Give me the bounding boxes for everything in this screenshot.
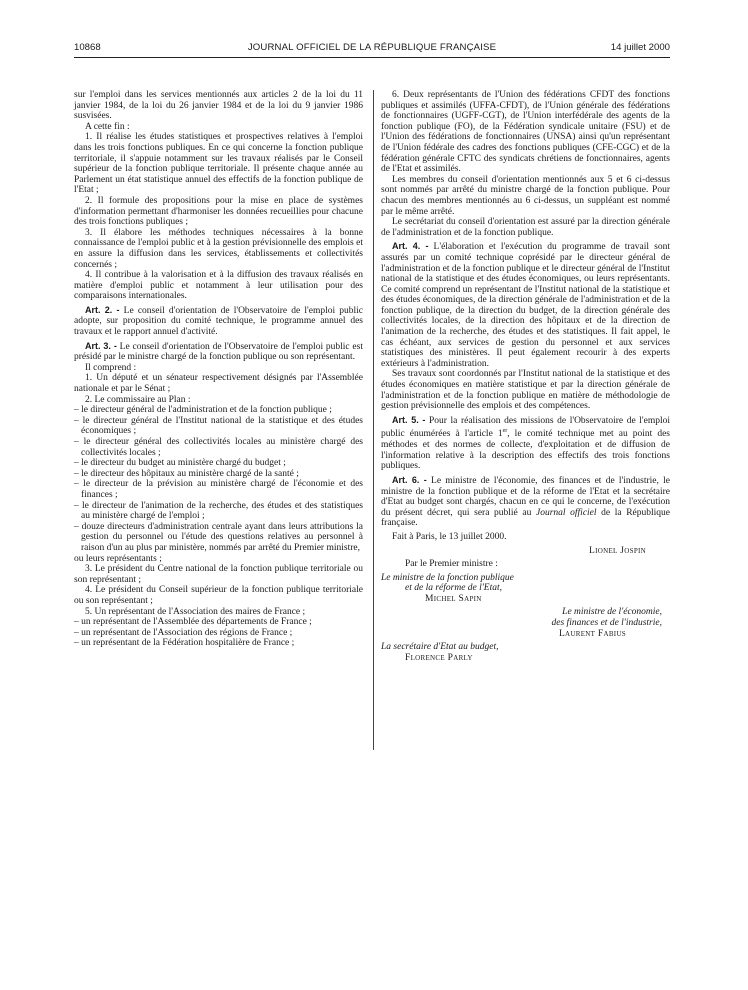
page-header [74, 40, 670, 56]
page-number: 10868 [74, 42, 101, 53]
article-2 [74, 305, 363, 338]
paragraph: 3. Le président du Centre national de la fonction publique territoriale ou son représentant ; [74, 564, 363, 585]
left-column [74, 90, 363, 649]
paragraph: ou leurs représentants ; [74, 553, 162, 564]
paragraph: 5. Un représentant de l'Association des maires de France ; [85, 606, 306, 617]
paragraph: 2. Il formule des propositions pour la mise en place de systèmes d'information permettant d'harmoniser les données recueillies pour chacune des trois fonctions publiques ; [74, 195, 363, 228]
secretary-name: Florence Parly [405, 652, 473, 663]
paragraph: 3. Il élabore les méthodes techniques nécessaires à la bonne connaissance de l'emploi public et à la gestion prévisionnelle des emplois et en assure la diffusion dans les services, établissements et collectivités concernés ; [74, 227, 363, 270]
paragraph: Il comprend : [85, 362, 137, 373]
article-text: Le conseil d'orientation de l'Observatoire de l'emploi public adopte, sur proposition du comité technique, le programme annuel des travaux et le rapport annuel d'activité. [74, 305, 363, 338]
journal-title: JOURNAL OFFICIEL DE LA RÉPUBLIQUE FRANÇAISE [247, 42, 497, 53]
paragraph: 4. Le président du Conseil supérieur de la fonction publique territoriale ou son représentant ; [74, 585, 363, 606]
article-text: Le ministre de l'économie, des finances et de l'industrie, le ministre de la fonction publique et de la réforme de l'Etat et la secrétaire d'Etat au budget sont chargés, chacun en ce qui le concerne, de l'exécution du présent décret, qui sera publié au [381, 475, 670, 518]
by-prime-minister: Par le Premier ministre : [405, 559, 498, 570]
column-separator [373, 90, 374, 750]
paragraph: 2. Le commissaire au Plan : [85, 394, 191, 405]
article-3 [74, 341, 363, 363]
list-item: – le directeur général des collectivités locales au ministère chargé des collectivités locales ; [74, 437, 363, 458]
list-item: – le directeur des hôpitaux au ministère chargé de la santé ; [74, 468, 299, 479]
article-text: , le comité technique met au point des méthodes et des normes de collecte, d'exploitation et de diffusion de l'information relative à la description des effectifs des trois fonctions publiques. [381, 429, 670, 472]
minister-title: et de la réforme de l'Etat, [405, 583, 503, 594]
minister-title: des finances et de l'industrie, [551, 618, 662, 629]
article-text: L'élaboration et l'exécution du programme de travail sont assurés par un comité technique coprésidé par le directeur général de l'administration et de la fonction publique et le directeur général de l'Institut national de la statistique et des études économiques, ou leurs représentants. Ce comité comprend un représentant de l'Institut national de la statistique et des études économiques, de la direction générale de l'administration et de la fonction publique, de la direction du budget, de la direction générale des collectivités locales, de la direction des hôpitaux et de la direction de l'animation de la recherche, des études et des statistiques. Il fait appel, le cas échéant, aux services de gestion du personnel et aux services statistiques des ministères. Il peut également recourir à des experts extérieurs à l'administration. [381, 242, 670, 369]
paragraph: Le secrétariat du conseil d'orientation est assuré par la direction générale de l'administration et de la fonction publique. [381, 217, 670, 238]
issue-date: 14 juillet 2000 [610, 42, 670, 53]
minister-name: Laurent Fabius [558, 628, 626, 639]
list-item: – le directeur de la prévision au ministère chargé de l'économie et des finances ; [74, 479, 363, 500]
list-item: – le directeur général de l'Institut national de la statistique et des études économiques ; [74, 415, 363, 437]
paragraph: 1. Un député et un sénateur respectivement désignés par l'Assemblée nationale et par le Sénat ; [74, 373, 363, 395]
article-text: de la République française. [381, 507, 671, 529]
article-label: Art. 2. - [85, 304, 120, 315]
list-item: – le directeur général de l'administration et de la fonction publique ; [74, 405, 332, 416]
article-label: Art. 3. - [85, 340, 117, 351]
paragraph: sur l'emploi dans les services mentionnés aux articles 2 de la loi du 11 janvier 1984, de la loi du 26 janvier 1984 et de la loi du 9 janvier 1986 susvisées. [74, 90, 363, 122]
minister-name: Michel Sapin [425, 593, 482, 604]
minister-title: Le ministre de l'économie, [562, 607, 662, 618]
place-date: Fait à Paris, le 13 juillet 2000. [392, 531, 507, 542]
list-item: – un représentant de l'Assemblée des départements de France ; [74, 617, 312, 628]
article-label: Art. 6. - [392, 474, 427, 485]
article-text: Pour la réalisation des missions de l'Observatoire de l'emploi public énumérées à l'article 1 [381, 415, 670, 440]
article-5 [381, 415, 670, 472]
list-item: – le directeur du budget au ministère chargé du budget ; [74, 458, 286, 469]
paragraph: Ses travaux sont coordonnés par l'Institut national de la statistique et des études économiques en matière statistique et par la direction générale de l'administration et de la fonction publique en matière de méthodologie de gestion prévisionnelle des emplois et des compétences. [381, 369, 670, 412]
list-item: – le directeur de l'animation de la recherche, des études et des statistiques au ministère chargé de l'emploi ; [74, 500, 363, 522]
header-rule [74, 57, 670, 58]
article-label: Art. 5. - [392, 414, 426, 425]
article-label: Art. 4. - [392, 241, 429, 252]
signature-prime-minister: Lionel Jospin [589, 545, 646, 556]
paragraph: 6. Deux représentants de l'Union des fédérations CFDT des fonctions publiques et assimilés (UFFA-CFDT), de l'Union générale des fédérations de fonctionnaires (UGFF-CGT), de l'Union interfédérale des agents de la fonction publique (FO), de la Fédération syndicale unitaire (FSU) et de l'Union des fédérations de fonctionnaires (UNSA) ainsi qu'un représentant de l'Union fédérale des cadres des fonctions publiques (CFE-CGC) et de la fédération générale CFTC des syndicats chrétiens de fonctionnaires, agents de l'Etat et assimilés. [381, 90, 670, 175]
list-item: – douze directeurs d'administration centrale ayant dans leurs attributions la gestion du personnel ou l'étude des questions relatives au personnel à raison d'un au plus par ministère, nommés par arrêté du Premier ministre, [74, 521, 363, 553]
right-column [381, 90, 670, 663]
paragraph: 1. Il réalise les études statistiques et prospectives relatives à l'emploi dans les trois fonctions publiques. En ce qui concerne la fonction publique territoriale, il s'appuie notamment sur les travaux réalisés par le Conseil supérieur de la fonction publique territoriale. Il présente chaque année au Parlement un état statistique annuel des effectifs de la fonction publique de l'Etat ; [74, 132, 363, 196]
list-item: – un représentant de l'Association des régions de France ; [74, 627, 293, 638]
paragraph: 4. Il contribue à la valorisation et à la diffusion des travaux réalisés en matière d'emploi public et notamment à leur utilisation pour des comparaisons internationales. [74, 270, 363, 302]
paragraph: A cette fin : [85, 121, 130, 132]
journal-name: Journal officiel [535, 507, 597, 518]
superscript: er [502, 428, 508, 435]
article-6 [381, 475, 670, 529]
paragraph: Les membres du conseil d'orientation mentionnés aux 5 et 6 ci-dessus sont nommés par arrêté du ministre chargé de la fonction publique. Pour chacun des membres mentionnés au 6 ci-dessus, un suppléant est nommé par le même arrêté. [381, 174, 670, 217]
minister-title: Le ministre de la fonction publique [381, 572, 514, 583]
list-item: – un représentant de la Fédération hospitalière de France ; [74, 638, 295, 649]
article-text: Le conseil d'orientation de l'Observatoire de l'emploi public est présidé par le ministre chargé de la fonction publique ou son représentant. [74, 341, 363, 363]
article-4 [381, 241, 670, 369]
secretary-title: La secrétaire d'Etat au budget, [381, 642, 499, 653]
